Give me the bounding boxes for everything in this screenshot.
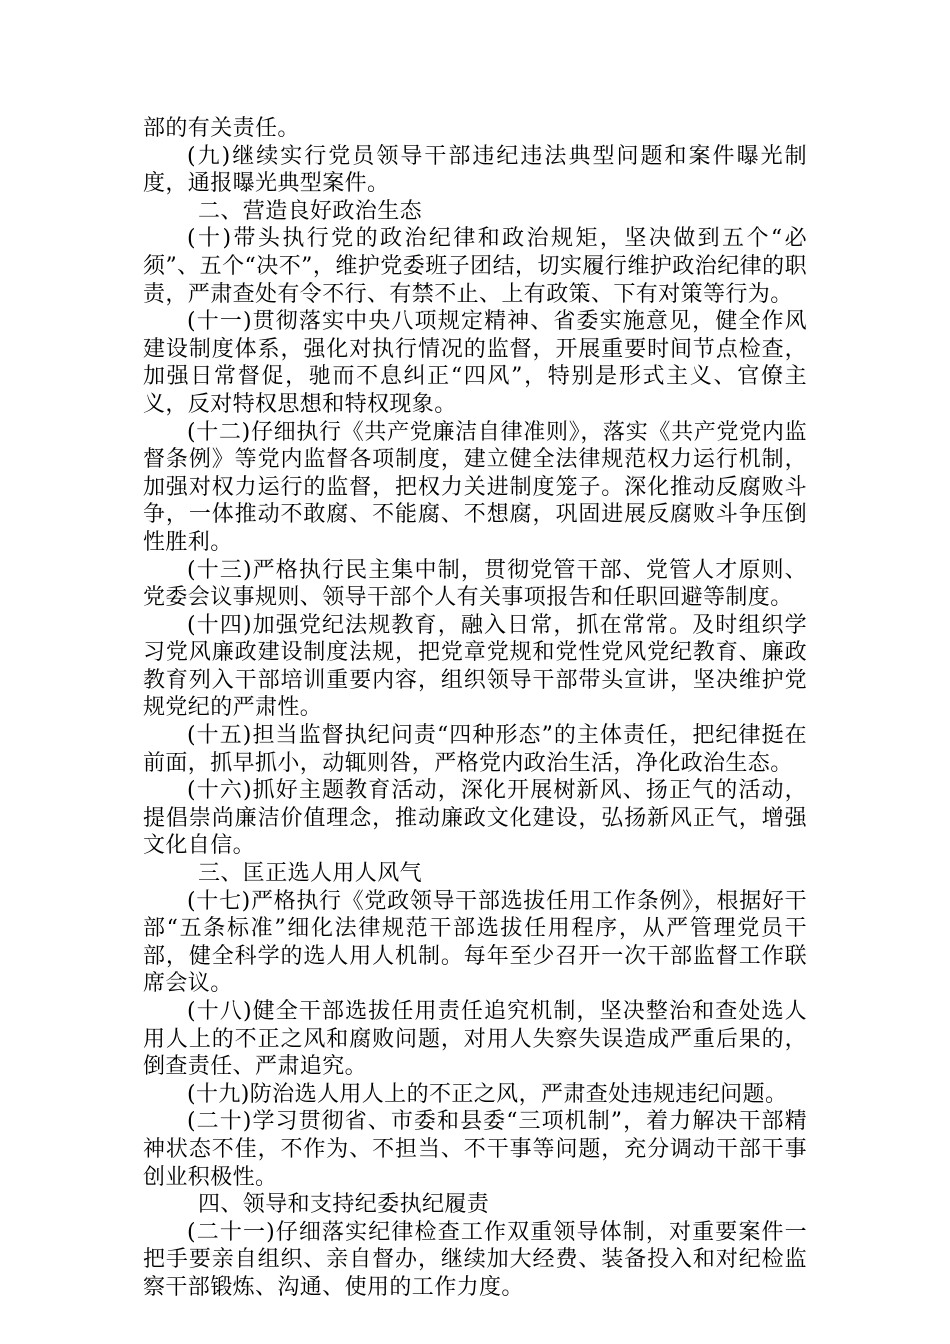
paragraph-item-18: (十八)健全干部选拔任用责任追究机制，坚决整治和查处选人用人上的不正之风和腐败问题，对用人失察失误造成严重后果的，倒查责任、严肃追究。 — [143, 999, 807, 1080]
paragraph-continuation: 部的有关责任。 — [143, 116, 300, 141]
section-heading-4: 四、领导和支持纪委执纪履责 — [198, 1192, 490, 1218]
paragraph-item-9: (九)继续实行党员领导干部违纪违法典型问题和案件曝光制度，通报曝光典型案件。 — [143, 143, 807, 197]
paragraph-item-15: (十五)担当监督执纪问责“四种形态”的主体责任，把纪律挺在前面，抓早抓小，动辄则咎，严格党内政治生活，净化政治生态。 — [143, 723, 807, 776]
paragraph-item-12: (十二)仔细执行《共产党廉洁自律准则》，落实《共产党党内监督条例》等党内监督各项制度，建立健全法律规范权力运行机制，加强对权力运行的监督，把权力关进制度笼子。深化推动反腐败斗争，一体推动不敢腐、不能腐、不想腐，巩固进展反腐败斗争压倒性胜利。 — [143, 419, 807, 555]
paragraph-item-21: (二十一)仔细落实纪律检查工作双重领导体制，对重要案件一把手要亲自组织、亲自督办，继续加大经费、装备投入和对纪检监察干部锻炼、沟通、使用的工作力度。 — [143, 1219, 807, 1300]
paragraph-item-13: (十三)严格执行民主集中制，贯彻党管干部、党管人才原则、党委会议事规则、领导干部个人有关事项报告和任职回避等制度。 — [143, 557, 807, 611]
section-heading-3: 三、匡正选人用人风气 — [198, 861, 423, 887]
paragraph-item-11: (十一)贯彻落实中央八项规定精神、省委实施意见，健全作风建设制度体系，强化对执行情况的监督，开展重要时间节点检查，加强日常督促，驰而不息纠正“四风”，特别是形式主义、官僚主义，反对特权思想和特权现象。 — [143, 309, 807, 417]
section-heading-2: 二、营造良好政治生态 — [198, 198, 423, 224]
paragraph-item-19: (十九)防治选人用人上的不正之风，严肃查处违规违纪问题。 — [187, 1081, 788, 1107]
paragraph-item-10: (十)带头执行党的政治纪律和政治规矩，坚决做到五个“必须”、五个“决不”，维护党委班子团结，切实履行维护政治纪律的职责，严肃查处有令不行、有禁不止、上有政策、下有对策等行为。 — [143, 226, 807, 307]
paragraph-item-17: (十七)严格执行《党政领导干部选拔任用工作条例》，根据好干部“五条标准”细化法律规范干部选拔任用程序，从严管理党员干部，健全科学的选人用人机制。每年至少召开一次干部监督工作联席会议。 — [143, 888, 807, 997]
paragraph-item-14: (十四)加强党纪法规教育，融入日常，抓在常常。及时组织学习党风廉政建设制度法规，把党章党规和党性党风党纪教育、廉政教育列入干部培训重要内容，组织领导干部带头宣讲，坚决维护党规党纪的严肃性。 — [143, 612, 807, 721]
paragraph-item-20: (二十)学习贯彻省、市委和县委“三项机制”，着力解决干部精神状态不佳，不作为、不担当、不干事等问题，充分调动干部干事创业积极性。 — [143, 1109, 807, 1190]
document-body — [143, 115, 807, 1302]
paragraph-item-16: (十六)抓好主题教育活动，深化开展树新风、扬正气的活动，提倡崇尚廉洁价值理念，推动廉政文化建设，弘扬新风正气，增强文化自信。 — [143, 778, 807, 859]
